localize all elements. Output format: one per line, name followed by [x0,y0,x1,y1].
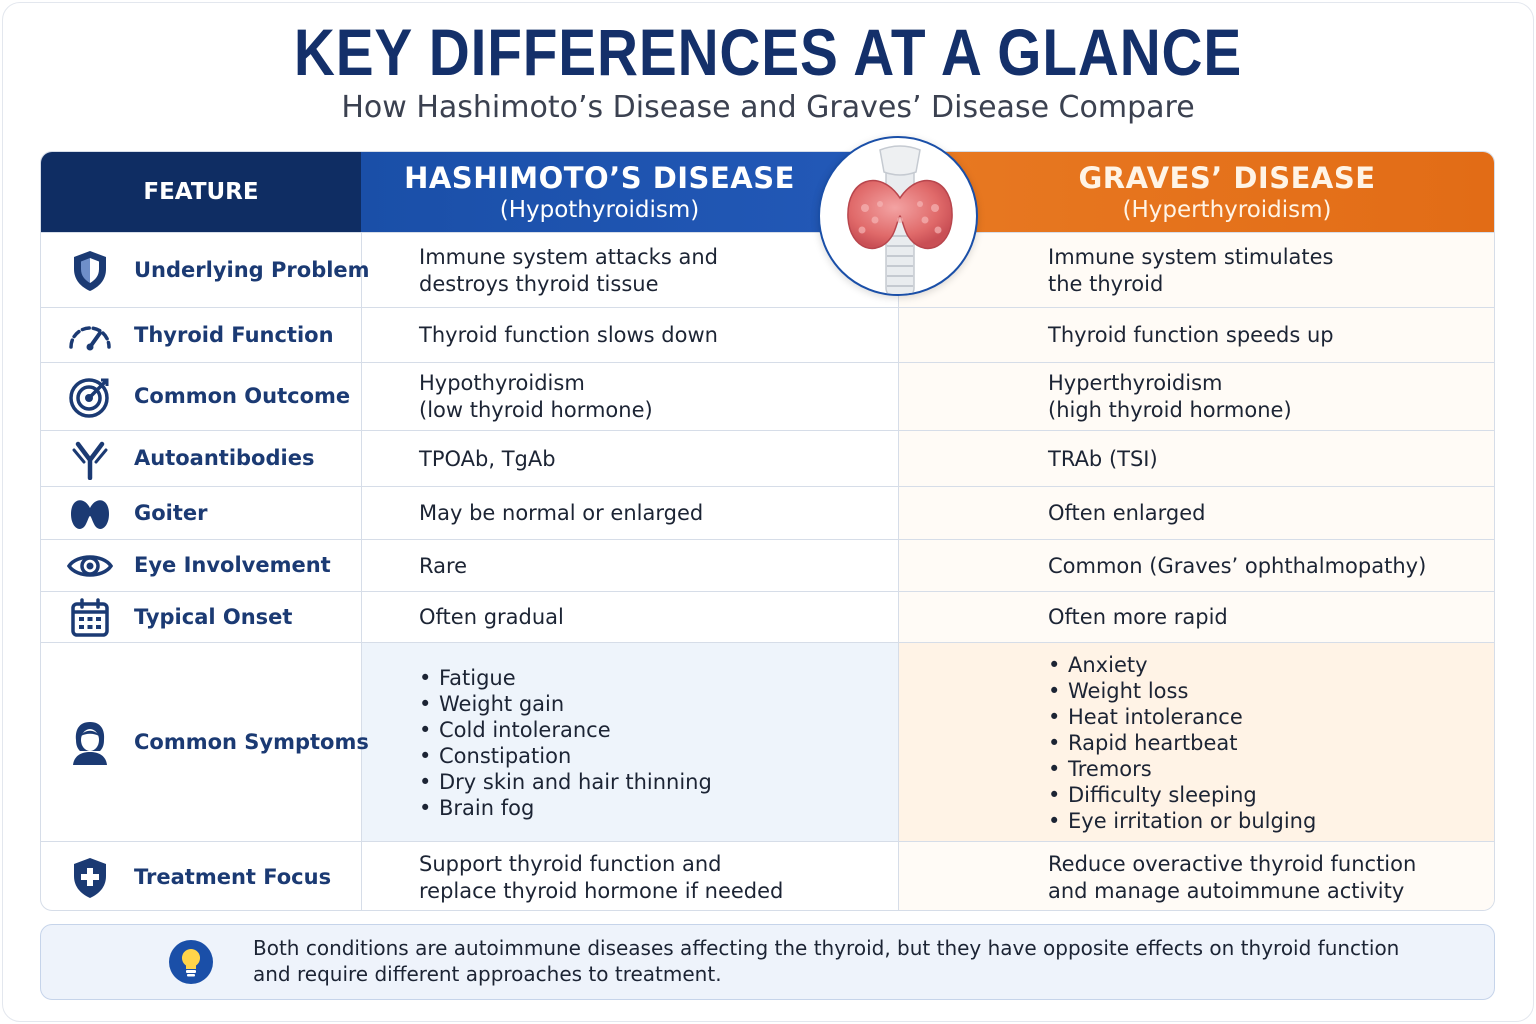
table-row [41,232,1495,307]
feature-label: Typical Onset [134,604,293,629]
table-row [41,591,1495,642]
graves-text: Often more rapid [1048,605,1228,629]
graves-text: Immune system stimulates [1048,244,1334,269]
person-icon [65,718,115,768]
list-item: • Constipation [419,743,889,769]
list-item: • Weight gain [419,691,889,717]
list-item: • Weight loss [1048,678,1488,704]
graves-text: the thyroid [1048,271,1164,296]
hashimoto-cell [419,233,889,308]
list-item: • Eye irritation or bulging [1048,808,1488,834]
graves-text: Common (Graves’ ophthalmopathy) [1048,553,1427,578]
graves-symptom-list [1048,652,1488,834]
list-item: • Tremors [1048,756,1488,782]
page-subtitle: How Hashimoto’s Disease and Graves’ Disease Compare [341,90,1195,125]
graves-text: TRAb (TSI) [1048,446,1158,471]
hashimoto-text: (low thyroid hormone) [419,398,653,422]
list-item: • Rapid heartbeat [1048,730,1488,756]
hashimoto-cell [419,842,889,911]
list-item: • Anxiety [1048,652,1488,678]
lightbulb-icon [168,939,214,985]
calendar-icon [65,593,115,643]
hashimoto-text: destroys thyroid tissue [419,271,659,296]
hashimoto-cell [419,487,889,540]
table-row [41,841,1495,911]
graves-text: (high thyroid hormone) [1048,398,1292,422]
thyroid-icon [65,489,115,539]
header-graves-name: GRAVES’ DISEASE [1078,161,1376,195]
thyroid-gland-icon [820,138,978,296]
graves-text: and manage autoimmune activity [1048,878,1405,903]
table-row [41,430,1495,486]
graves-text: Often enlarged [1048,501,1206,525]
list-item: • Dry skin and hair thinning [419,769,889,795]
list-item: • Heat intolerance [1048,704,1488,730]
graves-cell [1048,363,1488,431]
hashimoto-text: Often gradual [419,605,564,629]
hashimoto-cell [419,363,889,431]
header-feature [41,152,361,232]
hashimoto-text: TPOAb, TgAb [419,446,556,471]
header-graves-sub: (Hyperthyroidism) [1122,197,1332,223]
feature-cell [41,842,361,911]
feature-cell [41,643,369,842]
graves-cell [1048,431,1488,487]
hashimoto-text: Support thyroid function and [419,851,722,876]
graves-cell [1048,842,1488,911]
header-graves [898,152,1495,232]
feature-label: Common Symptoms [134,729,369,754]
list-item: • Difficulty sleeping [1048,782,1488,808]
graves-text: Thyroid function speeds up [1048,323,1334,347]
feature-label: Common Outcome [134,384,351,408]
graves-cell [1048,487,1488,540]
target-icon [65,372,115,422]
graves-cell [1048,643,1488,842]
eye-icon [65,541,115,591]
hashimoto-symptom-list [419,665,889,821]
hashimoto-text: replace thyroid hormone if needed [419,878,784,903]
table-row [41,362,1495,430]
feature-label: Eye Involvement [134,553,331,577]
header-hashimoto-sub: (Hypothyroidism) [499,197,700,223]
list-item: • Brain fog [419,795,889,821]
summary-note [40,924,1495,1000]
graves-text: Reduce overactive thyroid function [1048,851,1417,876]
feature-label: Treatment Focus [134,864,332,889]
thyroid-illustration [818,136,978,296]
feature-cell [41,308,361,363]
feature-cell [41,487,361,540]
summary-text [253,935,1453,987]
header-hashimoto-name: HASHIMOTO’S DISEASE [404,161,795,195]
feature-cell [41,592,361,643]
shield-icon [65,246,115,296]
header-feature-label: FEATURE [143,179,259,205]
hashimoto-text: Immune system attacks and [419,244,718,269]
summary-line: Both conditions are autoimmune diseases affecting the thyroid, but they have opposite effects on thyroid function [253,936,1400,960]
graves-cell [1048,308,1488,363]
graves-cell [1048,233,1488,308]
hashimoto-cell [419,643,889,842]
table-row [41,642,1495,841]
graves-cell [1048,592,1488,643]
table-row [41,539,1495,591]
feature-cell [41,233,370,308]
feature-label: Underlying Problem [134,257,370,282]
list-item: • Cold intolerance [419,717,889,743]
graves-cell [1048,540,1488,592]
page-title: KEY DIFFERENCES AT A GLANCE [293,15,1243,89]
feature-label: Goiter [134,500,208,525]
feature-cell [41,363,361,431]
list-item: • Fatigue [419,665,889,691]
antibody-icon [65,434,115,484]
hashimoto-text: Rare [419,553,468,578]
summary-line: and require different approaches to treatment. [253,962,722,986]
hashimoto-text: May be normal or enlarged [419,501,704,525]
hashimoto-cell [419,308,889,363]
gauge-icon [65,311,115,361]
medical-shield-icon [65,853,115,903]
table-row [41,486,1495,539]
hashimoto-cell [419,592,889,643]
hashimoto-text: Hypothyroidism [419,371,585,395]
feature-label: Thyroid Function [134,322,334,347]
hashimoto-cell [419,431,889,487]
graves-text: Hyperthyroidism [1048,371,1223,395]
table-row [41,307,1495,362]
feature-cell [41,431,361,487]
comparison-table [40,151,1495,911]
hashimoto-text: Thyroid function slows down [419,323,718,347]
hashimoto-cell [419,540,889,592]
feature-label: Autoantibodies [134,446,315,470]
feature-cell [41,540,361,592]
